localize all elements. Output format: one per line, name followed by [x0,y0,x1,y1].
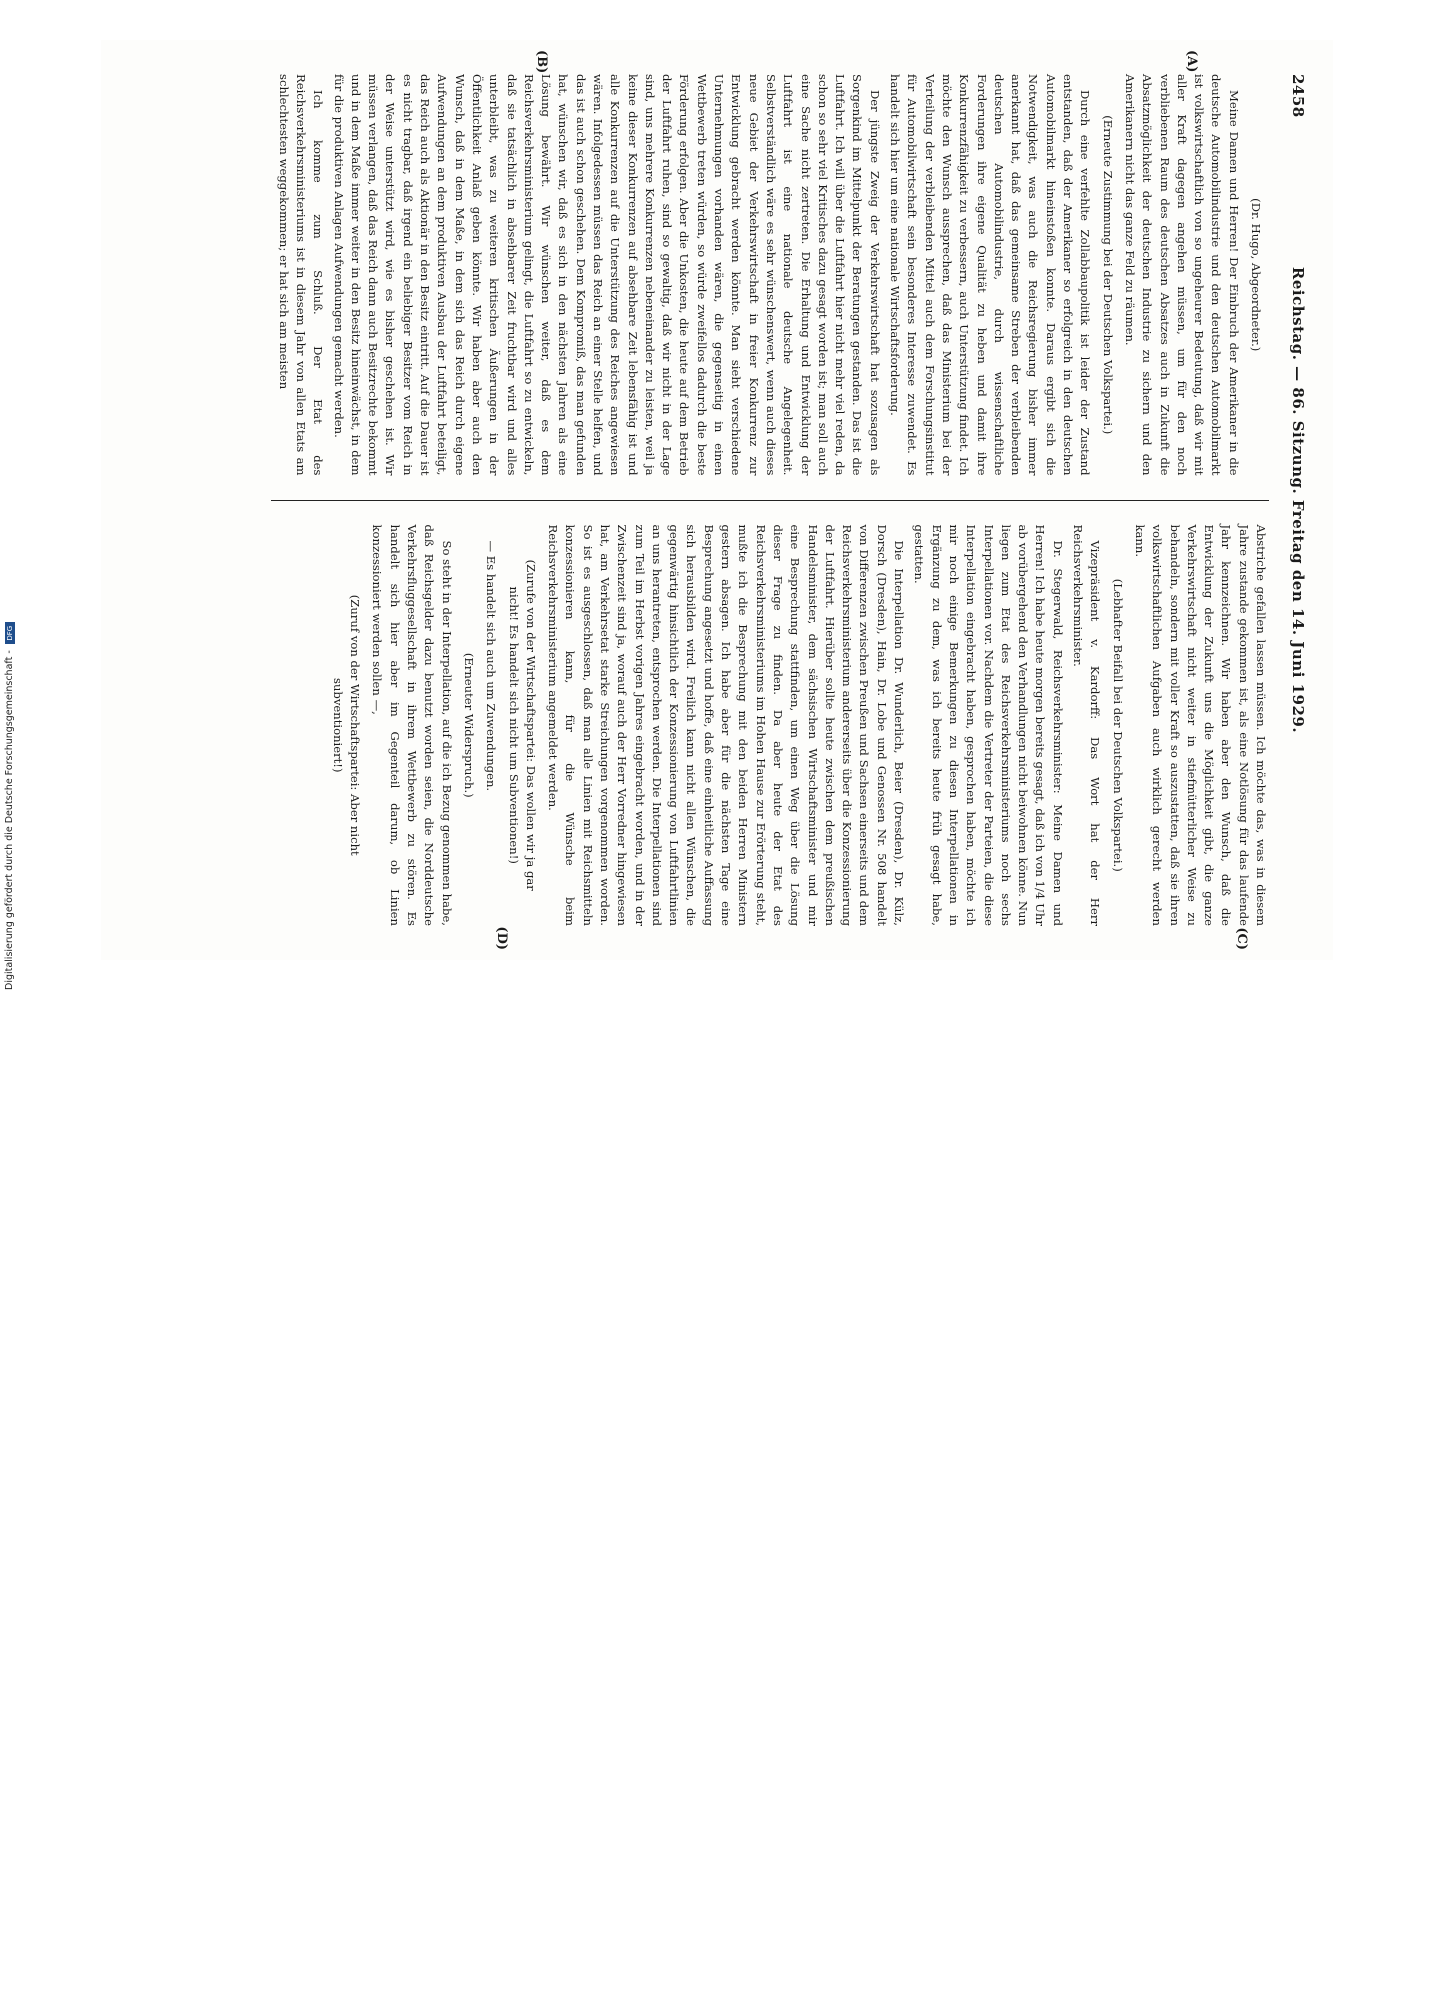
interjection: (Zurufe von der Wirtschaftspartei: Das wollen wir ja gar nicht! Es handelt sich nicht um Subventionen!) [506,559,538,891]
margin-marker-d: (D) [494,926,509,950]
margin-marker-b: (B) [534,50,549,74]
speaker-line: (Dr. Hugo, Abgeordneter.) [1249,198,1263,352]
margin-marker-c: (C) [1234,927,1249,950]
paragraph: — Es handelt sich auch um Zuwendungen. [484,540,499,792]
paragraph: Vizepräsident v. Kardorff: Das Wort hat der Herr Reichsverkehrsminister. [1071,524,1103,926]
credit-text: Digitalisierung gefördert durch die Deutsche Forschungsgemeinschaft - [4,650,15,990]
right-column [271,525,1269,927]
left-column [271,74,1269,476]
interjection: (Zuruf von der Wirtschaftspartei: Aber nicht subventioniert!) [330,594,363,856]
interjection: (Lebhafter Beifall bei der Deutschen Volkspartei.) [1110,578,1125,872]
paragraph: Durch eine verfehlte Zollabbaupolitik ist leider der Zustand entstanden, daß der Amerikaner so erfolgreich in den deutschen Automobilmarkt hineinstoßen konnte. Daraus ergibt sich die Notwendigkeit, was auch die Reichsregierung bisher immer anerkannt hat, daß das gemeinsame Streben der verbleibenden deutschen Automobilindustrie, durch wissenschaftliche Forderungen ihre eigene Qualität zu heben und damit ihre Konkurrenzfähigkeit zu verbessern, auch Unterstützung findet. Ich möchte den Wunsch aussprechen, daß das Ministerium bei der Verteilung der verbleibenden Mittel auch dem Forschungsinstitut für Automobilwirtschaft sein besonderes Interesse zuwendet. Es handelt sich hier um eine nationale Wirtschaftsforderung. [888,74,1093,476]
dfg-logo-icon: DFG [5,622,15,644]
margin-marker-a: (A) [1184,50,1199,73]
digitization-credit [4,0,16,990]
paragraph: Abstriche gefallen lassen müssen. Ich möchte das, was in diesem Jahre zustande gekommen ist, als eine Notlösung für das laufende Jahr kennzeichnen. Wir haben aber den Wunsch, daß die Entwicklung der Zukunft uns die Möglichkeit gibt, die ganze Verkehrswirtschaft nicht weiter in stiefmütterlicher Weise zu behandeln, sondern mit voller Kraft so auszustatten, daß sie ihren volkswirtschaftlichen Aufgaben auch wirklich gerecht werden kann. [1132,524,1268,926]
footer-wrap [4,625,16,1990]
paragraph: Meine Damen und Herren! Der Einbruch der Amerikaner in die deutsche Automobilindustrie und den deutschen Automobilmarkt ist volkswirtschaftlich von so ungeheurer Bedeutung, daß wir mit aller Kraft dagegen angehen müssen, um für den noch verbliebenen Raum des deutschen Absatzes auch in Zukunft die Absatzmöglichkeit der deutschen Industrie zu sichern und den Amerikanern nicht das ganze Feld zu räumen. [1122,74,1241,476]
interjection: (Erneuter Widerspruch.) [461,652,476,798]
page-header [1283,74,1307,926]
paragraph: Dr. Stegerwald, Reichsverkehrsminister: Meine Damen und Herren! Ich habe heute morgen bereits gesagt, daß ich von 1/4 Uhr ab vorübergehend den Verhandlungen nicht beiwohnen könne. Nun liegen zum Etat des Reichsverkehrsministeriums noch sechs Interpellationen vor. Nachdem die Vertreter der Parteien, die diese Interpellation eingebracht haben, gesprochen haben, möchte ich mir noch einige Bemerkungen zu diesen Interpellationen in Ergänzung zu dem, was ich bereits heute früh gesagt habe, gestatten. [912,524,1065,926]
interjection: (Erneute Zustimmung bei der Deutschen Volkspartei.) [1100,115,1115,435]
paragraph: Der jüngste Zweig der Verkehrswirtschaft hat sozusagen als Sorgenkind im Mittelpunkt der Beratungen gestanden. Das ist die Luftfahrt. Ich will über die Luftfahrt hier nicht mehr viel reden, da schon so sehr viel Kritisches dazu gesagt worden ist; man soll auch eine Sache nicht zertreten. Die Erhaltung und Entwicklung der Luftfahrt ist eine nationale deutsche Angelegenheit. Selbstverständlich wäre es sehr wünschenswert, wenn auch dieses neue Gebiet der Verkehrswirtschaft in freier Konkurrenz zur Entwicklung gebracht werden könnte. Man sieht verschiedene Unternehmungen vorhanden wären, die gegenseitig in einen Wettbewerb treten würden, so würde zweifellos dadurch die beste Förderung erfolgen. Aber die Unkosten, die heute auf dem Betrieb der Luftfahrt ruhen, sind so gewaltig, daß wir nicht in der Lage sind, uns mehrere Konkurrenzen nebeneinander zu leisten, weil ja keine dieser Konkurrenzen auf absehbare Zeit lebensfähig ist und alle Konkurrenzen auf die Unterstützung des Reiches angewiesen wären. Infolgedessen müssen das Reich an einer Stelle helfen, und das ist auch schon geschehen. Dem Kompromiß, das man gefunden hat, wünschen wir, daß es sich in den nächsten Jahren als eine Lösung bewährt. Wir wünschen weiter, daß es dem Reichsverkehrsministerium gelingt, die Luftfahrt so zu entwickeln, daß sie tatsächlich in absehbarer Zeit fruchtbar wird und alles unterbleibt, was zu weiteren kritischen Äußerungen in der Öffentlichkeit Anlaß geben könnte. Wir haben aber auch den Wunsch, daß in dem Maße, in dem sich das Reich durch eigene Aufwendungen an dem produktiven Ausbau der Luftfahrt beteiligt, das Reich auch als Aktionär in den Besitz eintritt. Auf die Dauer ist es nicht tragbar, daß irgend ein beliebiger Besitzer vom Reich in der Weise unterstützt wird, wie es bisher geschehen ist. Wir müssen verlangen, daß das Reich dann auch Besitzrechte bekommt und in dem Maße immer weiter in den Besitz hineinwächst, in dem für die produktiven Anlagen Aufwendungen gemacht werden. [331,74,882,476]
paragraph: So steht in der Interpellation, auf die ich Bezug genommen habe, daß Reichsgelder dazu benutzt worden seien, die Norddeutsche Verkehrsfluggesellschaft in ihrem Wettbewerb zu stören. Es handelt sich hier aber im Gegenteil darum, ob Linien konzessioniert werden sollen —, [370,524,454,926]
document-page [101,40,1333,960]
paragraph: Die Interpellation Dr. Wunderlich, Beier (Dresden), Dr. Külz, Dorsch (Dresden), Hain, Dr. Lobe und Genossen Nr. 508 handelt von Differenzen zwischen Preußen und Sachsen einerseits und dem Reichsverkehrsministerium andererseits über die Konzessionierung der Luftfahrt. Hierüber sollte heute zwischen dem preußischen Handelsminister, dem sächsischen Wirtschaftsminister und mir eine Besprechung stattfinden, um einen Weg über die Lösung dieser Frage zu finden. Da aber heute der Etat des Reichsverkehrsministeriums im Hohen Hause zur Erörterung steht, mußte ich die Besprechung mit den beiden Herren Ministern gestern absagen. Ich habe aber für die nächsten Tage eine Besprechung angesetzt und hoffe, daß eine einheitliche Auffassung sich herausbilden wird. Freilich kann nicht allen Wünschen, die gegenwärtig hinsichtlich der Konzessionierung von Luftfahrtlinien an uns herantreten, entsprochen werden. Die Interpellationen sind zum Teil im Herbst vorigen Jahres eingebracht worden, und in der Zwischenzeit sind ja, worauf auch der Herr Vorredner hingewiesen hat, am Verkehrsetat starke Streichungen vorgenommen worden. So ist es ausgeschlossen, daß man alle Linien mit Reichsmitteln konzessionieren kann, für die Wünsche beim Reichsverkehrsministerium angemeldet werden. [546,524,907,926]
page-title: Reichstag. — 86. Sitzung. Freitag den 14. Juni 1929. [1289,266,1307,734]
column-divider [271,500,1269,501]
page-number: 2458 [1289,74,1307,118]
text-columns [271,50,1269,950]
paragraph: Ich komme zum Schluß. Der Etat des Reichsverkehrsministeriums ist in diesem Jahr von allen Etats am schlechtesten weggekommen; er hat sich am meisten [276,74,326,476]
